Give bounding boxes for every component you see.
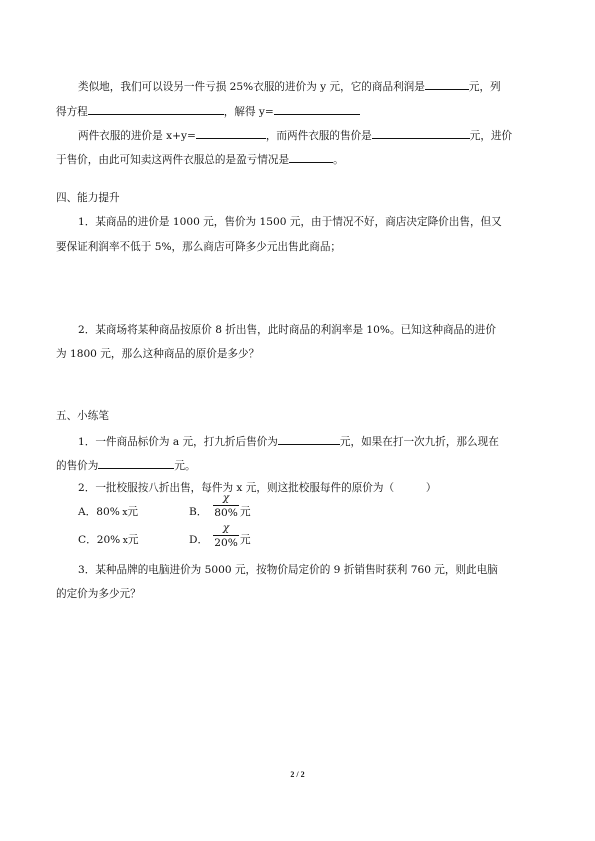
option-d-denominator: 20% [214,537,238,549]
text: 元，如果在打一次九折，那么现在 [339,436,499,448]
option-b-denominator: 80% [214,507,238,519]
option-c[interactable] [78,533,138,548]
section-4-q2-line-1: 2．某商场将某种商品按原价 8 折出售，此时商品的利润率是 10%。已知这种商品的进价 [78,324,496,336]
option-a-label: A．80% [78,506,120,518]
text: 1．一件商品标价为 a 元，打九折后售价为 [78,436,278,448]
answer-blank[interactable] [196,127,266,139]
answer-blank[interactable] [372,127,470,139]
text: ，解得 y= [223,106,274,118]
option-c-label: C．20% [78,534,121,546]
paragraph-2-line-2 [56,151,344,167]
section-4-q1-line-1: 1．某商品的进价是 1000 元，售价为 1500 元，由于情况不好，商店决定降价出售，但又 [78,216,502,228]
paragraph-1-line-2 [56,103,360,119]
option-a-var: x [122,508,128,518]
answer-blank[interactable] [274,103,360,115]
section-5-q3-line-1: 3．某种品牌的电脑进价为 5000 元，按物价局定价的 9 折销售时获利 760 元，则此电脑 [78,564,498,576]
section-5-q3-line-2: 的定价为多少元？ [56,588,141,600]
option-d-label[interactable]: D． [189,534,209,546]
text: 两件衣服的进价是 x+y= [78,130,196,142]
fraction-bar [213,505,239,506]
text: 。 [333,154,344,166]
text: 的售价为 [56,460,99,472]
text: 得方程 [56,106,88,118]
option-d-numerator: χ [222,522,230,534]
section-5-q1-line-2 [56,457,196,473]
text: 于售价，由此可知卖这两件衣服总的是盈亏情况是 [56,154,290,166]
option-d-fraction [213,523,239,549]
option-b-unit: 元 [240,506,251,518]
text: 元，列 [468,81,501,93]
paragraph-2-line-1 [78,127,512,143]
answer-blank[interactable] [278,433,340,445]
option-a[interactable] [78,505,138,520]
option-b-numerator: χ [222,492,230,504]
option-b-fraction [213,493,239,519]
equation-blank[interactable] [88,103,224,115]
text: ，而两件衣服的售价是 [265,130,372,142]
section-5-q1-line-1 [78,433,499,449]
fraction-bar [213,535,239,536]
paragraph-1-line-1 [78,78,501,94]
option-c-var: x [122,536,128,546]
section-4-heading: 四、能力提升 [56,192,120,204]
section-5-q2: 2．一批校服按八折出售，每件为 x 元，则这批校服每件的原价为（ ） [78,482,437,494]
answer-blank[interactable] [289,151,333,163]
text: 元。 [174,460,196,472]
page-number: 2 / 2 [290,770,305,779]
option-c-unit: 元 [127,534,139,546]
text: 元，进价 [469,130,513,142]
option-a-unit: 元 [127,506,139,518]
option-d-unit: 元 [240,534,251,546]
section-4-q2-line-2: 为 1800 元，那么这种商品的原价是多少？ [56,348,260,360]
section-5-heading: 五、小练笔 [56,410,109,422]
answer-blank[interactable] [425,78,469,90]
section-4-q1-line-2: 要保证利润率不低于 5%，那么商店可降多少元出售此商品； [56,241,342,253]
answer-blank[interactable] [98,457,174,469]
text: 类似地，我们可以设另一件亏损 25%衣服的进价为 y 元，它的商品利润是 [78,81,425,93]
option-b-label[interactable]: B． [189,506,208,518]
